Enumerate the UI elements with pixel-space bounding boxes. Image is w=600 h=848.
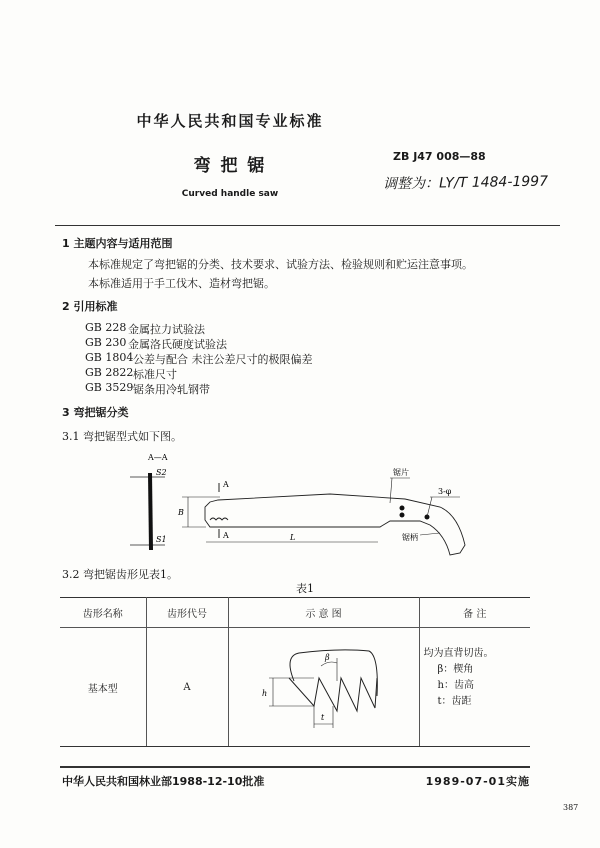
section-label: A—A (148, 453, 168, 462)
ref-title: 金属洛氏硬度试验法 (128, 338, 227, 351)
table-row (60, 628, 530, 747)
note-line: 均为直背切齿。 (423, 648, 494, 659)
header-rule (55, 225, 560, 226)
holes-label: 3-φ (438, 487, 452, 496)
tooth-diagram-cell (228, 628, 419, 747)
tooth-name: 基本型 (60, 628, 146, 747)
table-header-row (60, 598, 530, 628)
section-2-heading: 2 引用标准 (62, 300, 118, 313)
ref-code: GB 230 (85, 336, 127, 349)
section-1-paragraph: 本标准适用于手工伐木、造材弯把锯。 (88, 277, 275, 290)
ref-code: GB 228 (85, 321, 127, 334)
section-1-paragraph: 本标准规定了弯把锯的分类、技术要求、试验方法、检验规则和贮运注意事项。 (88, 258, 473, 271)
footer-rule (60, 766, 530, 768)
section-mark-a-bottom: A (223, 531, 229, 540)
table-caption: 表1 (296, 582, 314, 595)
section-3-heading: 3 弯把锯分类 (62, 406, 129, 419)
s1-label: S1 (156, 535, 167, 544)
blade-label: 锯片 (393, 468, 409, 477)
standard-code: ZB J47 008—88 (393, 150, 486, 163)
notes-cell (419, 628, 530, 747)
column-header: 齿形代号 (146, 598, 228, 628)
note-line: h：齿高 (437, 680, 474, 691)
clause-3-1: 3.1 弯把锯型式如下图。 (62, 430, 182, 443)
saw-figure (120, 445, 480, 575)
t-label: t (320, 712, 324, 722)
approval-date: 中华人民共和国林业部1988-12-10批准 (62, 775, 265, 788)
column-header: 示 意 图 (228, 598, 419, 628)
ref-title: 公差与配合 未注公差尺寸的极限偏差 (133, 353, 313, 366)
section-mark-a-top: A (223, 480, 229, 489)
handle-label: 锯柄 (402, 533, 418, 542)
english-title: Curved handle saw (181, 189, 279, 199)
column-header: 备 注 (419, 598, 530, 628)
ref-code: GB 2822 (85, 366, 134, 379)
teeth (210, 518, 228, 520)
page-number: 387 (563, 803, 579, 812)
blade-cross-section (148, 473, 153, 550)
document-title: 弯 把 锯 (193, 156, 267, 176)
beta-label: β (324, 652, 330, 662)
ref-code: GB 1804 (85, 351, 134, 364)
note-line: t：齿距 (437, 696, 472, 707)
h-label: h (261, 688, 267, 698)
effective-date: 1989-07-01实施 (425, 775, 530, 788)
l-label: L (290, 533, 296, 542)
saw-outline (205, 494, 465, 555)
s2-label: S2 (156, 468, 167, 477)
issuing-org-title: 中华人民共和国专业标准 (136, 112, 324, 130)
ref-title: 标准尺寸 (133, 368, 177, 381)
column-header: 齿形名称 (60, 598, 146, 628)
tooth-code: A (146, 628, 228, 747)
section-1-heading: 1 主题内容与适用范围 (62, 237, 173, 250)
ref-title: 锯条用冷轧钢带 (133, 383, 210, 396)
ref-code: GB 3529 (85, 381, 134, 394)
tooth-diagram (259, 636, 389, 736)
tooth-form-table (60, 597, 530, 747)
b-label: B (178, 508, 184, 517)
clause-3-2: 3.2 弯把锯齿形见表1。 (62, 568, 178, 581)
ref-title: 金属拉力试验法 (128, 323, 205, 336)
note-line: β：楔角 (437, 664, 474, 675)
handwritten-note: 调整为：LY/T 1484-1997 (382, 173, 549, 193)
